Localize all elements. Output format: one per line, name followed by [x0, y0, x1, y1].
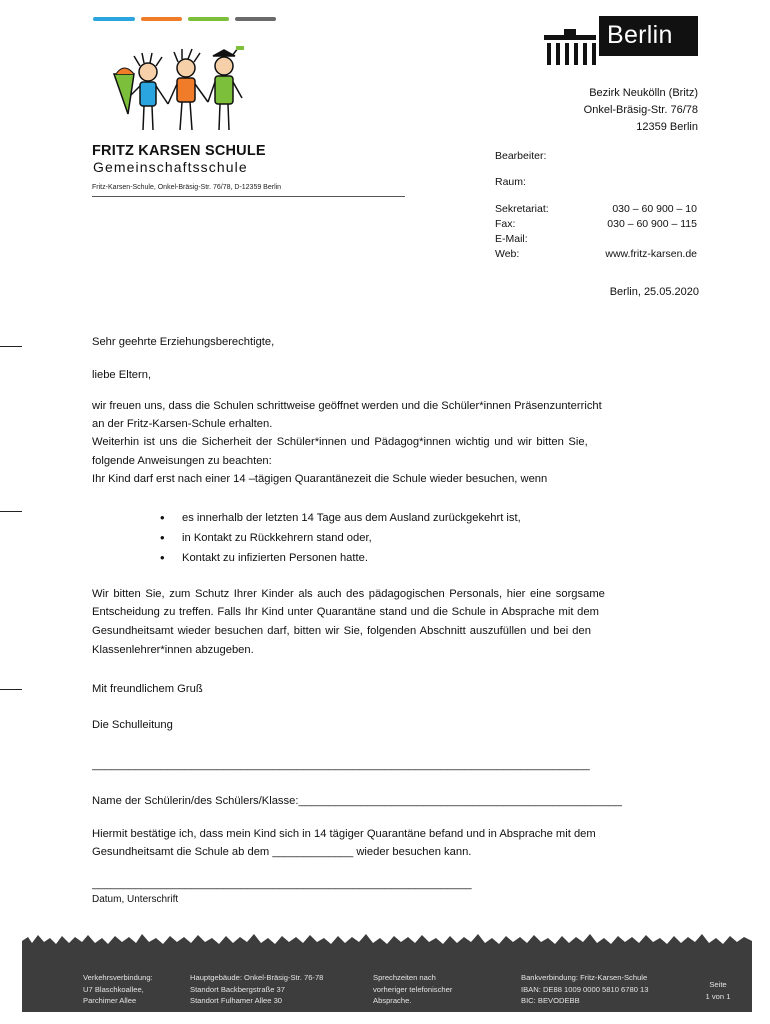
paragraph-4-line-1: Wir bitten Sie, zum Schutz Ihrer Kinder als auch des pädagogischen Personals, hier eine sorgsame — [92, 588, 605, 600]
footer-transport: Verkehrsverbindung: U7 Blaschkoallee, Parchimer Allee — [83, 973, 153, 1005]
student-name-field: Name der Schülerin/des Schülers/Klasse:____________________________________________________ — [92, 795, 622, 807]
footer-page-number: Seite 1 von 1 — [705, 980, 731, 1001]
school-cone — [114, 74, 134, 114]
address-line-2: Onkel-Bräsig-Str. 76/78 — [583, 104, 698, 116]
web-label: Web: — [495, 248, 520, 260]
fold-mark-middle — [0, 511, 22, 512]
list-item: • Kontakt zu infizierten Personen hatte. — [160, 548, 521, 568]
closing: Mit freundlichem Gruß — [92, 683, 203, 695]
salutation-1: Sehr geehrte Erziehungsberechtigte, — [92, 336, 275, 348]
fax-label: Fax: — [495, 218, 516, 230]
footer-office-hours: Sprechzeiten nach vorheriger telefonischer Absprache. — [373, 973, 453, 1005]
signature: Die Schulleitung — [92, 719, 173, 731]
brandenburg-gate-icon — [544, 26, 600, 66]
raum-label: Raum: — [495, 176, 526, 188]
address-line-3: 12359 Berlin — [636, 121, 698, 133]
web-value: www.fritz-karsen.de — [605, 248, 697, 260]
paragraph-2-line-1: Weiterhin ist uns die Sicherheit der Schüler*innen und Pädagog*innen wichtig und wir bitten Sie, — [92, 436, 588, 448]
berlin-logo-text: Berlin — [607, 21, 673, 49]
salutation-2: liebe Eltern, — [92, 369, 152, 381]
list-item: • es innerhalb der letzten 14 Tage aus dem Ausland zurückgekehrt ist, — [160, 508, 521, 528]
fold-mark-top — [0, 346, 22, 347]
sender-divider — [92, 196, 405, 197]
paragraph-4-line-4: Klassenlehrer*innen abzugeben. — [92, 644, 254, 656]
list-item: • in Kontakt zu Rückkehrern stand oder, — [160, 528, 521, 548]
signature-line: _____________________________________________________________ — [92, 878, 472, 890]
footer-bank: Bankverbindung: Fritz-Karsen-Schule IBAN: DE88 1009 0000 5810 6780 13 BIC: BEVODEBB — [521, 973, 649, 1005]
address-line-1: Bezirk Neukölln (Britz) — [589, 87, 698, 99]
fold-mark-bottom — [0, 689, 22, 690]
paragraph-3: Ihr Kind darf erst nach einer 14 –tägigen Quarantänezeit die Schule wieder besuchen, wenn — [92, 473, 548, 485]
paragraph-4-line-2: Entscheidung zu treffen. Falls Ihr Kind unter Quarantäne stand und die Schule in Absprache mit dem — [92, 606, 599, 618]
paragraph-4-line-3: Gesundheitsamt wieder besuchen darf, bitten wir Sie, folgenden Abschnitt auszufüllen und bei den — [92, 625, 591, 637]
sender-address-line: Fritz-Karsen-Schule, Onkel-Bräsig-Str. 76/78, D-12359 Berlin — [92, 184, 282, 191]
berlin-logo — [544, 16, 698, 66]
confirmation-line-2: Gesundheitsamt die Schule ab dem _____________ wieder besuchen kann. — [92, 846, 472, 858]
cut-line: ________________________________________________________________________________ — [92, 759, 590, 771]
footer — [22, 945, 752, 1012]
email-label: E-Mail: — [495, 233, 528, 245]
school-name: FRITZ KARSEN SCHULE — [92, 143, 266, 159]
signature-label: Datum, Unterschrift — [92, 894, 179, 905]
fax-value: 030 – 60 900 – 115 — [607, 218, 697, 230]
sekretariat-label: Sekretariat: — [495, 203, 549, 215]
bearbeiter-label: Bearbeiter: — [495, 150, 547, 162]
sekretariat-value: 030 – 60 900 – 10 — [612, 203, 697, 215]
school-logo-children — [112, 44, 252, 136]
confirmation-line-1: Hiermit bestätige ich, dass mein Kind sich in 14 tägiger Quarantäne befand und in Absprache mit dem — [92, 828, 596, 840]
letter-date: Berlin, 25.05.2020 — [609, 286, 699, 298]
footer-grass-edge — [22, 931, 752, 949]
paragraph-2-line-2: folgende Anweisungen zu beachten: — [92, 455, 272, 467]
stripe-blue — [93, 17, 135, 21]
footer-locations: Hauptgebäude: Onkel-Bräsig-Str. 76-78 Standort Backbergstraße 37 Standort Fulhamer Allee 30 — [190, 973, 324, 1005]
stripe-green — [188, 17, 229, 21]
paragraph-1-line-1: wir freuen uns, dass die Schulen schrittweise geöffnet werden und die Schüler*innen Präsenzunterricht — [92, 400, 602, 412]
stripe-gray — [235, 17, 276, 21]
paragraph-1-line-2: an der Fritz-Karsen-Schule erhalten. — [92, 418, 273, 430]
school-subtitle: Gemeinschaftsschule — [93, 159, 248, 175]
condition-list — [160, 508, 521, 568]
stripe-orange — [141, 17, 182, 21]
